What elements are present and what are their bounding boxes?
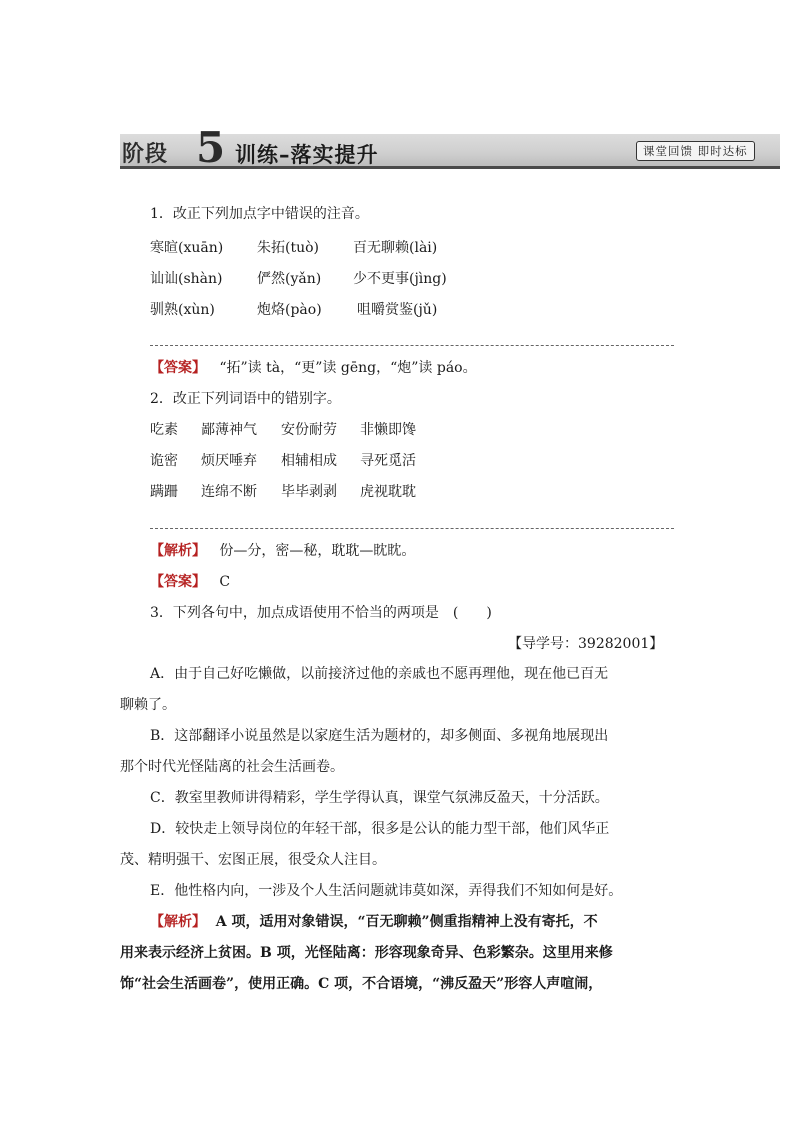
answer-text: “拓”读 tà，“更”读 gēng，“炮”读 páo。 [219, 360, 477, 376]
guide-number: 【导学号：39282001】 [508, 636, 664, 652]
q3-prompt: 3．下列各句中，加点成语使用不恰当的两项是 ( ) [150, 605, 492, 621]
answer-label: 【答案】 [150, 360, 206, 376]
q3-option-c [120, 783, 676, 814]
q3-option-b [120, 721, 676, 783]
q2-item: 相辅相成 [281, 453, 337, 469]
q1-item: 讪讪(shàn) [150, 271, 223, 287]
q1-answer [150, 358, 477, 378]
divider [150, 345, 674, 346]
q1-item: 炮烙(pào) [257, 302, 322, 318]
q2-item: 烦厌唾弃 [201, 453, 257, 469]
option-line: C．教室里教师讲得精彩，学生学得认真，课堂气氛沸反盈天，十分活跃。 [150, 790, 609, 806]
banner-tag: 课堂回馈 即时达标 [636, 141, 755, 161]
q2-item: 鄙薄神气 [201, 422, 257, 438]
q2-item: 蹒跚 [150, 484, 178, 500]
option-line: A．由于自己好吃懒做，以前接济过他的亲戚也不愿再理他，现在他已百无 [150, 666, 609, 682]
q2-item: 连绵不断 [201, 484, 257, 500]
q2-item: 安份耐劳 [281, 422, 337, 438]
q1-item: 少不更事(jìng) [353, 271, 447, 287]
q2-item: 虎视耽耽 [360, 484, 416, 500]
q2-item: 非懒即馋 [360, 422, 416, 438]
q3-option-e [120, 876, 676, 907]
analysis-text: A 项，适用对象错误，“百无聊赖”侧重指精神上没有寄托，不 [215, 914, 598, 930]
q2-answer [150, 572, 230, 592]
option-line: 聊赖了。 [120, 697, 176, 713]
q2-item: 诡密 [150, 453, 178, 469]
q2-analysis [150, 541, 415, 561]
q3-option-a [120, 659, 676, 721]
section-banner [120, 123, 780, 172]
divider [150, 528, 674, 529]
answer-label: 【答案】 [150, 574, 206, 590]
q3-analysis [120, 907, 676, 1000]
q2-prompt: 2．改正下列词语中的错别字。 [150, 391, 341, 407]
banner-title: 训练–落实提升 [235, 143, 379, 167]
q1-item: 朱拓(tuò) [257, 240, 319, 256]
q1-item: 俨然(yǎn) [257, 271, 322, 287]
q1-item: 驯熟(xùn) [150, 302, 215, 318]
q1-item: 寒暄(xuān) [150, 240, 224, 256]
option-line: B．这部翻译小说虽然是以家庭生活为题材的，却多侧面、多视角地展现出 [150, 728, 609, 744]
option-line: 那个时代光怪陆离的社会生活画卷。 [120, 759, 344, 775]
stage-number: 5 [196, 123, 226, 172]
answer-text: C [219, 574, 231, 590]
option-line: 茂、精明强干、宏图正展，很受众人注目。 [120, 852, 386, 868]
analysis-line [120, 907, 676, 938]
analysis-label: 【解析】 [150, 543, 206, 559]
analysis-line: 用来表示经济上贫困。B 项，光怪陆离：形容现象奇异、色彩繁杂。这里用来修 [120, 945, 613, 961]
analysis-label: 【解析】 [150, 914, 206, 930]
option-line: D．较快走上领导岗位的年轻干部，很多是公认的能力型干部，他们风华正 [150, 821, 610, 837]
option-line: E．他性格内向，一涉及个人生活问题就讳莫如深，弄得我们不知如何是好。 [150, 883, 623, 899]
analysis-text: 份—分，密—秘，耽耽—眈眈。 [219, 543, 416, 559]
q3-option-d [120, 814, 676, 876]
q1-prompt: 1．改正下列加点字中错误的注音。 [150, 206, 369, 222]
q2-item: 寻死觅活 [360, 453, 416, 469]
q1-item: 百无聊赖(lài) [353, 240, 438, 256]
stage-label: 阶段 [122, 142, 169, 167]
q2-item: 吃素 [150, 422, 178, 438]
q1-item: 咀嚼赏鉴(jǔ) [357, 302, 438, 318]
q2-item: 毕毕剥剥 [281, 484, 337, 500]
analysis-line: 饰“社会生活画卷”，使用正确。C 项，不合语境，“沸反盈天”形容人声喧闹， [120, 976, 603, 992]
